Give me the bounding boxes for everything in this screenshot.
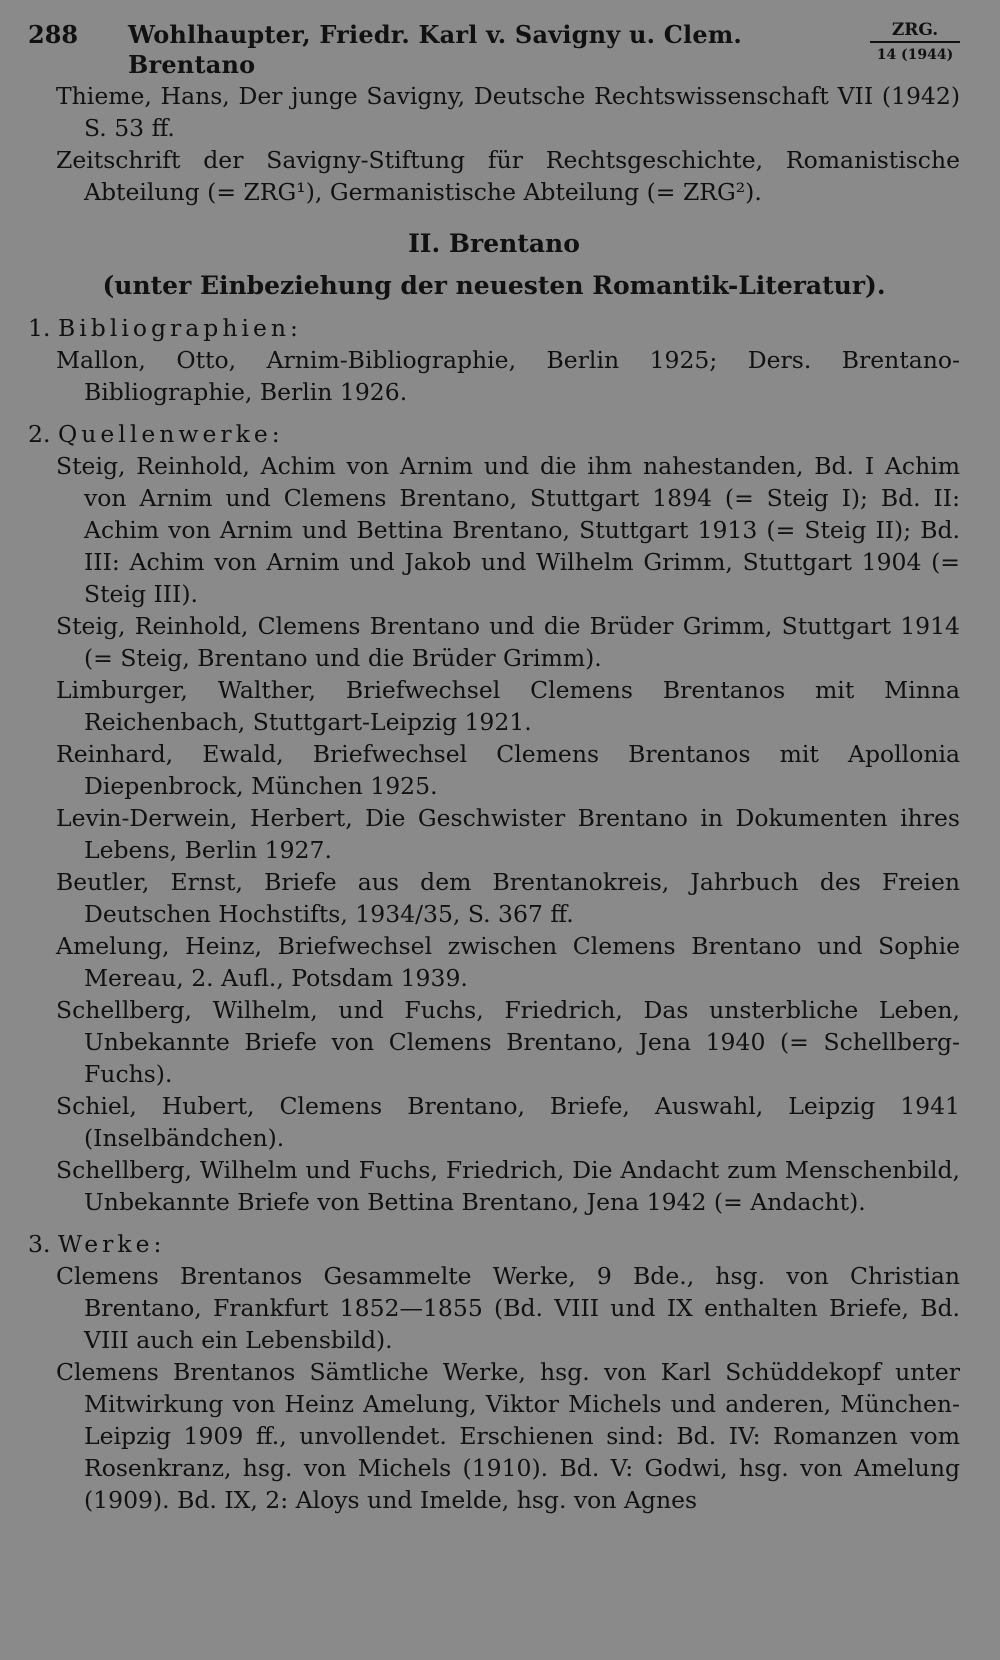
bibliography-entry: Schellberg, Wilhelm, und Fuchs, Friedrich, Das unsterbliche Leben, Unbekannte Briefe von Clemens Brentano, Jena 1940 (= Schellberg-Fuchs). <box>56 996 960 1088</box>
subsection-number: 3. <box>28 1230 51 1258</box>
bibliography-entry: Schiel, Hubert, Clemens Brentano, Briefe, Auswahl, Leipzig 1941 (Inselbändchen). <box>56 1092 960 1152</box>
section-title: II. Brentano <box>408 229 580 258</box>
bibliography-entry: Mallon, Otto, Arnim-Bibliographie, Berlin 1925; Ders. Brentano-Bibliographie, Berlin 1926. <box>56 346 960 406</box>
bibliography-entry: Limburger, Walther, Briefwechsel Clemens Brentanos mit Minna Reichenbach, Stuttgart-Leipzig 1921. <box>56 676 960 736</box>
subsection-heading <box>28 418 960 450</box>
subsection-label: Werke: <box>58 1230 166 1258</box>
bibliography-entry: Clemens Brentanos Gesammelte Werke, 9 Bde., hsg. von Christian Brentano, Frankfurt 1852—1855 (Bd. VIII und IX enthalten Briefe, Bd. VIII auch ein Lebensbild). <box>56 1262 960 1354</box>
page-header <box>28 20 960 79</box>
journal-abbreviation: ZRG. <box>870 20 960 43</box>
bibliography-entry: Levin-Derwein, Herbert, Die Geschwister Brentano in Dokumenten ihres Lebens, Berlin 1927. <box>56 804 960 864</box>
bibliography-entry: Schellberg, Wilhelm und Fuchs, Friedrich, Die Andacht zum Menschenbild, Unbekannte Briefe von Bettina Brentano, Jena 1942 (= Andacht). <box>56 1156 960 1216</box>
subsection-label: Quellenwerke: <box>58 420 284 448</box>
subsection-heading <box>28 1228 960 1260</box>
subsection-number: 1. <box>28 314 51 342</box>
bibliography-entry: Clemens Brentanos Sämtliche Werke, hsg. von Karl Schüddekopf unter Mitwirkung von Heinz Amelung, Viktor Michels und anderen, München-Leipzig 1909 ff., unvollendet. Erschienen sind: Bd. IV: Romanzen vom Rosenkranz, hsg. von Michels (1910). Bd. V: Godwi, hsg. von Amelung (1909). Bd. IX, 2: Aloys und Imelde, hsg. von Agnes <box>56 1358 960 1514</box>
subsection-werke <box>28 1228 960 1516</box>
subsection-bibliographien <box>28 312 960 408</box>
running-title: Wohlhaupter, Friedr. Karl v. Savigny u. Clem. Brentano <box>128 20 742 79</box>
subsection-heading <box>28 312 960 344</box>
journal-reference <box>870 20 960 65</box>
bibliography-entry: Steig, Reinhold, Achim von Arnim und die ihm nahestanden, Bd. I Achim von Arnim und Clemens Brentano, Stuttgart 1894 (= Steig I); Bd. II: Achim von Arnim und Bettina Brentano, Stuttgart 1913 (= Steig II); Bd. III: Achim von Arnim und Jakob und Wilhelm Grimm, Stuttgart 1904 (= Steig III). <box>56 452 960 608</box>
subsection-label: Bibliographien: <box>58 314 302 342</box>
bibliography-entry: Amelung, Heinz, Briefwechsel zwischen Clemens Brentano und Sophie Mereau, 2. Aufl., Potsdam 1939. <box>56 932 960 992</box>
bibliography-entry: Steig, Reinhold, Clemens Brentano und die Brüder Grimm, Stuttgart 1914 (= Steig, Brentano und die Brüder Grimm). <box>56 612 960 672</box>
page-number: 288 <box>28 20 79 49</box>
journal-volume: 14 (1944) <box>876 47 954 63</box>
top-entries <box>28 80 960 208</box>
subsection-number: 2. <box>28 420 51 448</box>
bibliography-entry: Zeitschrift der Savigny-Stiftung für Rechtsgeschichte, Romanistische Abteilung (= ZRG¹), Germanistische Abteilung (= ZRG²). <box>56 146 960 206</box>
bibliography-entry: Thieme, Hans, Der junge Savigny, Deutsche Rechtswissenschaft VII (1942) S. 53 ff. <box>56 82 960 142</box>
bibliography-entry: Reinhard, Ewald, Briefwechsel Clemens Brentanos mit Apollonia Diepenbrock, München 1925. <box>56 740 960 800</box>
bibliography-entry: Beutler, Ernst, Briefe aus dem Brentanokreis, Jahrbuch des Freien Deutschen Hochstifts, 1934/35, S. 367 ff. <box>56 868 960 928</box>
subsection-quellenwerke <box>28 418 960 1218</box>
section-subtitle: (unter Einbeziehung der neuesten Romantik-Literatur). <box>102 271 886 300</box>
